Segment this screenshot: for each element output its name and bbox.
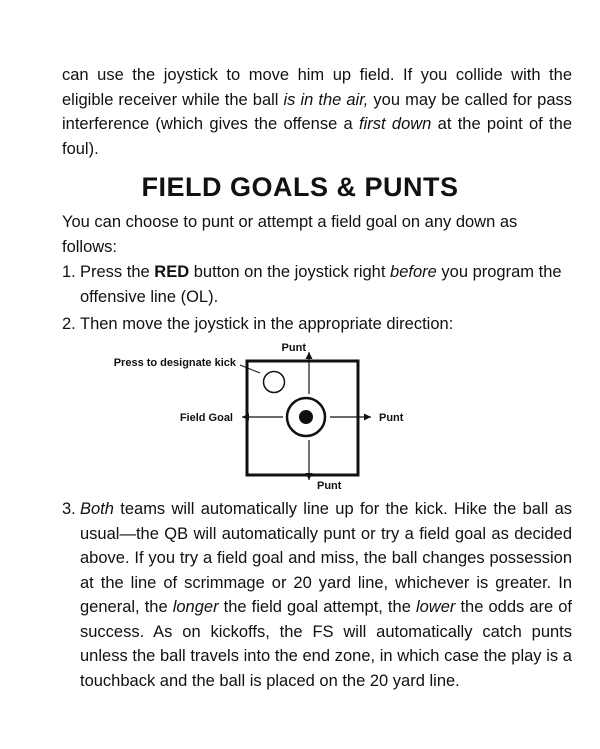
step-1-pre: Press the xyxy=(80,263,155,281)
kick-button-circle xyxy=(264,372,285,393)
label-designate-kick: Press to designate kick xyxy=(113,357,236,369)
step-1-number: 1. xyxy=(62,263,76,281)
step-3-italic-3: lower xyxy=(415,598,456,616)
step-1-mid: button on the joystick right xyxy=(189,263,391,281)
stick-knob xyxy=(299,410,313,424)
intro-paragraph xyxy=(62,63,572,161)
step-1-post: you program the offensive line (OL). xyxy=(80,263,562,306)
step-3 xyxy=(62,497,572,693)
step-2 xyxy=(62,312,572,337)
step-1-text xyxy=(80,260,572,309)
intro-text-2: you may be called for pass interference (which gives the offense a xyxy=(62,90,572,133)
label-punt-down: Punt xyxy=(317,480,342,490)
step-3-number: 3. xyxy=(62,500,76,518)
intro-text-1: can use the joystick to move him up field. If you collide with the eligible receiver while the ball xyxy=(62,66,572,109)
step-2-number: 2. xyxy=(62,315,76,333)
label-field-goal: Field Goal xyxy=(179,412,233,424)
step-1-italic: before xyxy=(390,263,437,281)
designate-leader-line xyxy=(240,365,260,373)
label-punt-up: Punt xyxy=(281,342,306,354)
joystick-diagram xyxy=(90,340,430,490)
step-3-text-3: the odds are of success. As on kickoffs, the FS will automatically catch punts unless the ball travels into the end zone, in which case the play is a touchback and the ball is placed on the 20 yard line. xyxy=(80,598,572,690)
section-heading: FIELD GOALS & PUNTS xyxy=(141,172,459,202)
lead-paragraph: You can choose to punt or attempt a field goal on any down as follows: xyxy=(62,213,518,256)
intro-italic-2: first down xyxy=(359,115,432,133)
step-3-text-2: the field goal attempt, the xyxy=(218,598,416,616)
step-3-italic-1: Both xyxy=(80,500,114,518)
intro-italic-1: is in the air, xyxy=(283,90,369,109)
step-3-italic-2: longer xyxy=(172,598,219,616)
label-punt-right: Punt xyxy=(379,412,404,424)
step-1 xyxy=(62,260,572,309)
step-3-text xyxy=(80,497,572,693)
step-3-text-1: teams will automatically line up for the kick. Hike the ball as usual—the QB will automatically punt or try a field goal as decided above. If you try a field goal and miss, the ball changes possession at the line of scrimmage or 20 yard line, whichever is greater. In general, the xyxy=(80,500,572,616)
red-button-label: RED xyxy=(154,263,190,281)
intro-text-3: at the point of the foul). xyxy=(62,115,572,158)
step-2-text: Then move the joystick in the appropriate direction: xyxy=(80,315,454,333)
